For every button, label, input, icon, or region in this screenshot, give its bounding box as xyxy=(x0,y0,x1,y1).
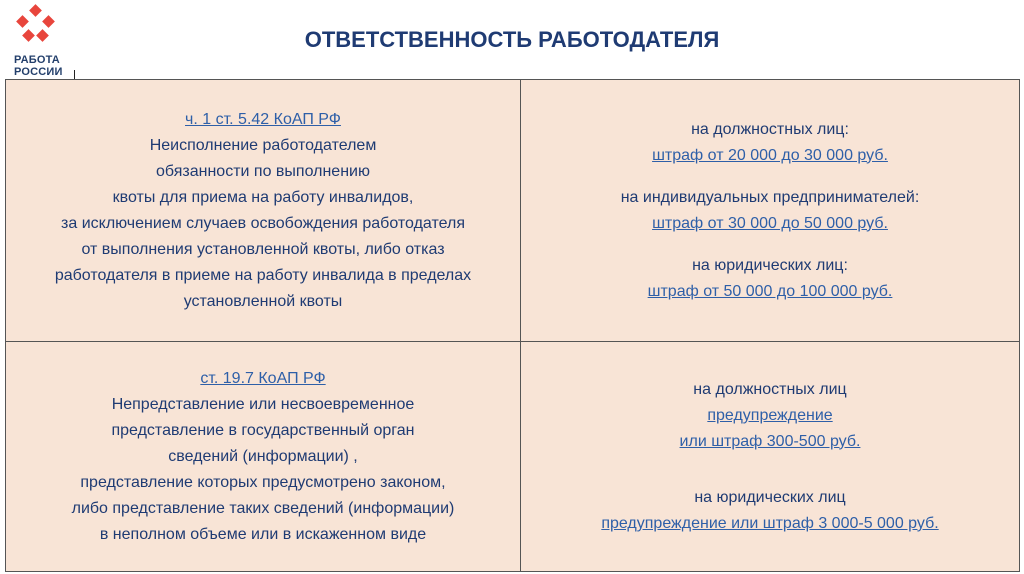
penalty-amount[interactable]: штраф от 50 000 до 100 000 руб. xyxy=(647,282,893,300)
penalty-subject: на индивидуальных предпринимателей: xyxy=(620,188,920,206)
page-title: ОТВЕТСТВЕННОСТЬ РАБОТОДАТЕЛЯ xyxy=(304,27,720,52)
responsibility-table xyxy=(5,79,1020,572)
description-line: работодателя в приеме на работу инвалида в пределах xyxy=(54,266,472,284)
description-line: представление в государственный орган xyxy=(111,421,415,439)
penalty-cell xyxy=(521,80,1020,342)
logo-text xyxy=(14,54,63,78)
penalty-subject: на юридических лиц xyxy=(694,488,846,506)
law-reference-link[interactable]: ч. 1 ст. 5.42 КоАП РФ xyxy=(185,110,341,128)
description-line: квоты для приема на работу инвалидов, xyxy=(112,188,414,206)
violation-cell xyxy=(6,342,521,572)
penalty-subject: на должностных лиц: xyxy=(691,120,849,138)
penalty-cell xyxy=(521,342,1020,572)
description-line: Неисполнение работодателем xyxy=(149,136,377,154)
penalty-amount[interactable]: предупреждение xyxy=(707,406,833,424)
description-line: представление которых предусмотрено законом, xyxy=(80,473,446,491)
penalty-amount[interactable]: предупреждение или штраф 3 000-5 000 руб. xyxy=(601,514,939,532)
description-line: обязанности по выполнению xyxy=(156,162,370,180)
table-row xyxy=(6,342,1020,572)
description-line: Непредставление или несвоевременное xyxy=(111,395,415,413)
penalty-amount[interactable]: штраф от 30 000 до 50 000 руб. xyxy=(652,214,888,232)
logo-line1: РАБОТА xyxy=(14,54,60,66)
penalty-amount[interactable]: штраф от 20 000 до 30 000 руб. xyxy=(652,146,888,164)
description-line: от выполнения установленной квоты, либо отказ xyxy=(81,240,445,258)
law-reference-link[interactable]: ст. 19.7 КоАП РФ xyxy=(200,369,326,387)
table-row xyxy=(6,80,1020,342)
logo-line2: РОССИИ xyxy=(14,66,63,78)
penalty-amount[interactable]: или штраф 300-500 руб. xyxy=(679,432,861,450)
penalty-subject: на юридических лиц: xyxy=(692,256,848,274)
description-line: установленной квоты xyxy=(183,292,343,310)
description-line: в неполном объеме или в искаженном виде xyxy=(99,525,427,543)
violation-cell xyxy=(6,80,521,342)
description-line: за исключением случаев освобождения работодателя xyxy=(61,214,465,232)
description-line: сведений (информации) , xyxy=(168,447,358,465)
description-line: либо представление таких сведений (информации) xyxy=(71,499,455,517)
penalty-subject: на должностных лиц xyxy=(693,380,847,398)
